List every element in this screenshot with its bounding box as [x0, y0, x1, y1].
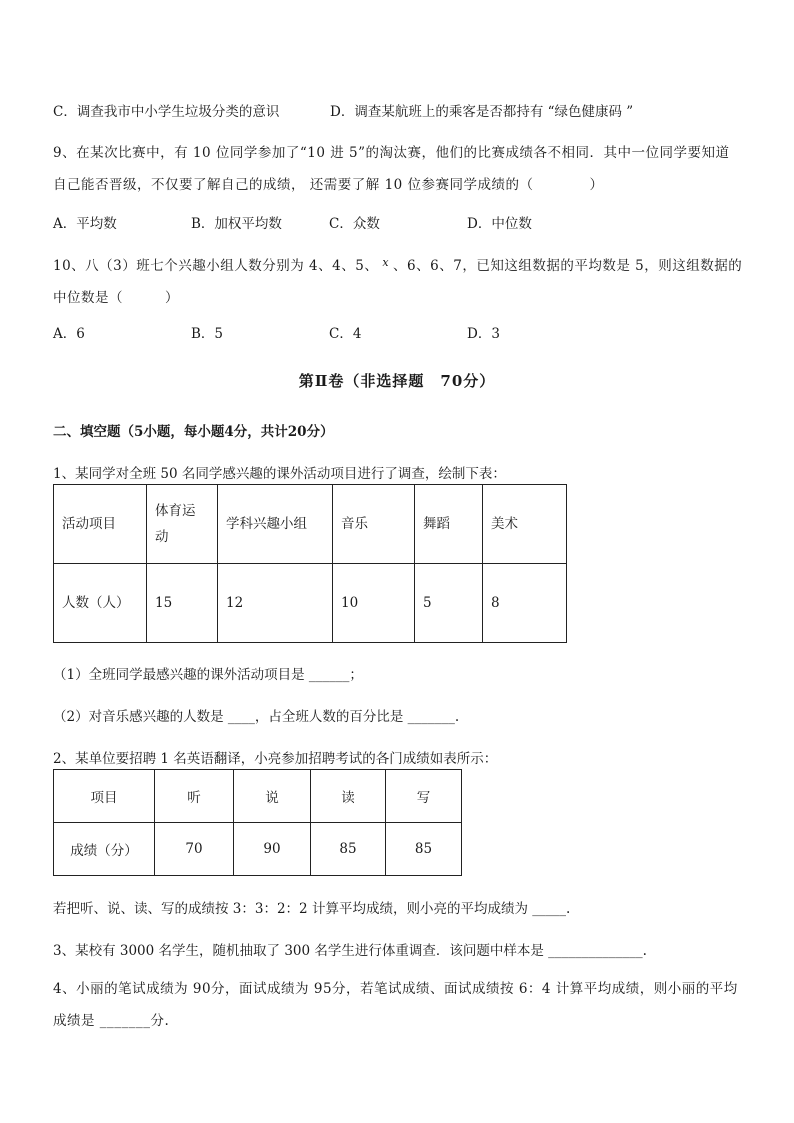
q10-text-before: 10、八（3）班七个兴趣小组人数分别为 4、4、5、	[53, 258, 379, 274]
q9-option-b: B．加权平均数	[191, 216, 282, 232]
q8-option-d: D．调查某航班上的乘客是否都持有 “绿色健康码 ”	[330, 104, 634, 120]
table-cell: 8	[483, 564, 567, 643]
question-9-text: 9、在某次比赛中，有 10 位同学参加了“10 进 5”的淘汰赛，他们的比赛成绩各不相同．其中一位同学要知道自己能否晋级，不仅要了解自己的成绩， 还需要了解 10 位参赛同学成绩的（ ）	[53, 145, 730, 193]
table-row	[54, 770, 462, 823]
fq1-intro: 1、某同学对全班 50 名同学感兴趣的课外活动项目进行了调查，绘制下表：	[53, 466, 506, 482]
fq2-after: 若把听、说、读、写的成绩按 3：3：2：2 计算平均成绩，则小亮的平均成绩为 _____.	[53, 901, 571, 917]
table-cell: 听	[155, 770, 234, 823]
table-row	[54, 564, 567, 643]
table-cell: 活动项目	[54, 485, 147, 564]
table-cell: 舞蹈	[415, 485, 483, 564]
table-cell: 写	[386, 770, 462, 823]
table-cell-text: 体育运动	[155, 503, 196, 545]
fq1-sub1: （1）全班同学最感兴趣的课外活动项目是 ______；	[53, 667, 363, 683]
table-cell: 项目	[54, 770, 155, 823]
activity-table	[53, 484, 567, 643]
q9-option-a: A．平均数	[53, 216, 117, 232]
table-cell: 5	[415, 564, 483, 643]
q10-option-d: D．3	[467, 326, 500, 342]
table-cell: 12	[218, 564, 333, 643]
table-cell	[147, 485, 218, 564]
table-cell	[54, 564, 147, 643]
table-cell: 说	[234, 770, 311, 823]
q10-variable: x	[382, 256, 390, 269]
table-cell: 成绩（分）	[54, 823, 155, 876]
q9-option-c: C．众数	[329, 216, 380, 232]
table-cell: 90	[234, 823, 311, 876]
table-cell: 美术	[483, 485, 567, 564]
table-row	[54, 823, 462, 876]
table-cell: 85	[386, 823, 462, 876]
q9-option-d: D．中位数	[467, 216, 532, 232]
q10-option-b: B．5	[191, 326, 224, 342]
q10-text-after: 、6、6、7，已知这组数据的平均数是 5，则这组数据的中位数是（ ）	[53, 258, 743, 306]
question-10-text	[53, 247, 743, 314]
q10-option-a: A．6	[53, 326, 85, 342]
table-cell: 学科兴趣小组	[218, 485, 333, 564]
table-cell: 15	[147, 564, 218, 643]
section-title: 第Ⅱ卷（非选择题 70分）	[298, 372, 496, 390]
q8-option-c: C．调查我市中小学生垃圾分类的意识	[53, 104, 280, 120]
table-cell: 85	[311, 823, 386, 876]
score-table	[53, 769, 462, 876]
q10-option-c: C．4	[329, 326, 362, 342]
part-heading: 二、填空题（5小题，每小题4分，共计20分）	[53, 424, 334, 440]
fq3-text: 3、某校有 3000 名学生，随机抽取了 300 名学生进行体重调查．该问题中样本是 ______________.	[53, 943, 647, 959]
fq1-sub2: （2）对音乐感兴趣的人数是 ____，占全班人数的百分比是 _______.	[53, 709, 460, 725]
fq4-text: 4、小丽的笔试成绩为 90分，面试成绩为 95分，若笔试成绩、面试成绩按 6：4 计算平均成绩，则小丽的平均成绩是 _______分.	[53, 981, 738, 1029]
table-cell: 10	[333, 564, 415, 643]
table-row	[54, 485, 567, 564]
table-cell: 读	[311, 770, 386, 823]
table-cell-text: 人数（人）	[62, 595, 130, 611]
fq2-intro: 2、某单位要招聘 1 名英语翻译，小亮参加招聘考试的各门成绩如表所示：	[53, 751, 498, 767]
table-cell: 70	[155, 823, 234, 876]
table-cell: 音乐	[333, 485, 415, 564]
